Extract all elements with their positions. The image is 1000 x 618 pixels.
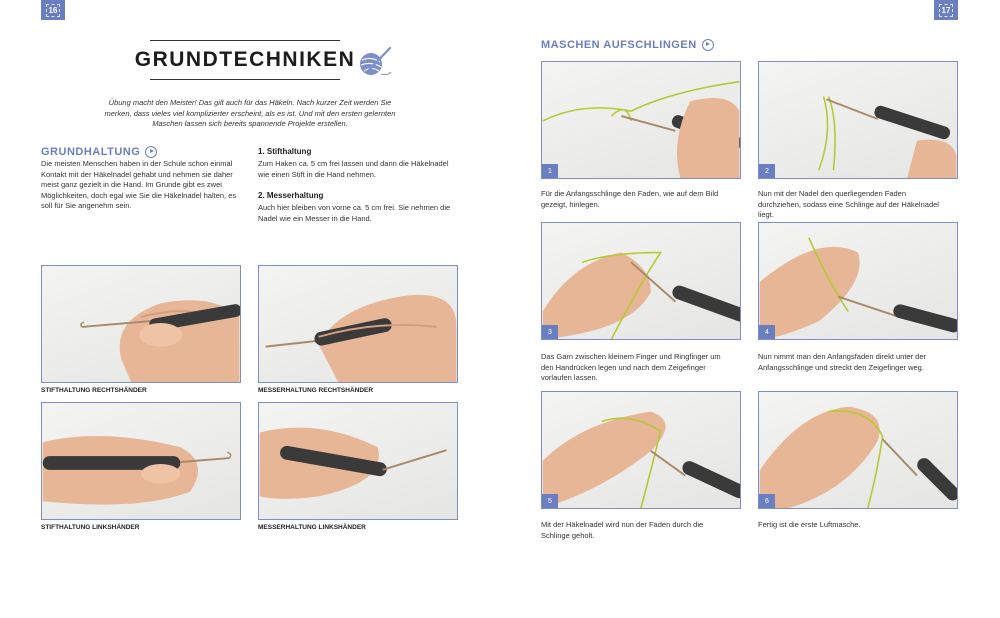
play-icon[interactable] [702,39,714,51]
section-text: Die meisten Menschen haben in der Schule schon einmal Kontakt mit der Häkelnadel gehabt und nehmen sie daher meist ganz gezielt in die Hand. Im Grunde gibt es zwei Möglichkeiten, doch egal wie Sie die Häkelnadel halten, es soll für Sie angenehm sein. [41,159,237,210]
step-photo-4 [758,222,958,340]
intro-text: Übung macht den Meister! Das gilt auch für das Häkeln. Nach kurzer Zeit werden Sie merken, dass vieles viel komplizierter erscheint, als es ist. Und mit den ersten gelernten Maschen lassen sich bereits spannende Projekte erstellen. [104,98,396,128]
photo-caption: STIFTHALTUNG RECHTSHÄNDER [41,387,147,394]
photo-caption: MESSERHALTUNG LINKSHÄNDER [258,524,366,531]
yarn-hand-image [542,223,740,339]
step-number-badge: 1 [542,164,558,178]
step-text-3: Das Garn zwischen kleinem Finger und Ringfinger um den Handrücken legen und nach dem Zeigefinger vorlaufen lassen. [541,352,721,382]
photo-stifthaltung-rechts [41,265,241,383]
yarn-hand-image [759,62,957,178]
step-text-1: Für die Anfangsschlinge den Faden, wie auf dem Bild gezeigt, hinlegen. [541,189,719,209]
yarn-hand-image [759,392,957,508]
step-number-badge: 3 [542,325,558,339]
yarn-hand-image [759,223,957,339]
section-heading-text: GRUNDHALTUNG [41,146,141,158]
yarn-ball-icon [357,44,393,78]
method1-heading: 1. Stifthaltung [258,147,312,156]
photo-messerhaltung-rechts [258,265,458,383]
hand-hook-image [42,403,240,519]
step-photo-5 [541,391,741,509]
photo-messerhaltung-links [258,402,458,520]
yarn-hand-image [542,392,740,508]
photo-caption: MESSERHALTUNG RECHTSHÄNDER [258,387,374,394]
hand-hook-image [42,266,240,382]
yarn-hand-image [542,62,740,178]
page-number-left: 16 [41,0,65,20]
step-photo-6 [758,391,958,509]
step-photo-3 [541,222,741,340]
step-text-4: Nun nimmt man den Anfangsfaden direkt unter der Anfangsschlinge und streckt den Zeigefinger weg. [758,352,927,372]
step-number-badge: 2 [759,164,775,178]
step-photo-2 [758,61,958,179]
method2-heading: 2. Messerhaltung [258,191,324,200]
step-text-5: Mit der Häkelnadel wird nun der Faden durch die Schlinge geholt. [541,520,704,540]
section-heading-grundhaltung [41,146,157,158]
section-heading-text: MASCHEN AUFSCHLINGEN [541,39,697,51]
step-text-2: Nun mit der Nadel den querliegenden Faden durchziehen, sodass eine Schlinge auf der Häkelnadel liegt. [758,189,939,219]
step-number-badge: 5 [542,494,558,508]
hand-hook-image [259,403,457,519]
page-number-right: 17 [934,0,958,20]
photo-stifthaltung-links [41,402,241,520]
method1-text: Zum Haken ca. 5 cm frei lassen und dann die Häkelnadel wie einen Stift in die Hand nehmen. [258,159,449,179]
hand-hook-image [259,266,457,382]
step-text-6: Fertig ist die erste Luftmasche. [758,520,861,529]
page-title [134,40,356,80]
page-title-text: GRUNDTECHNIKEN [134,48,356,71]
play-icon[interactable] [145,146,157,158]
photo-caption: STIFTHALTUNG LINKSHÄNDER [41,524,140,531]
method2-text: Auch hier bleiben von vorne ca. 5 cm frei. Sie nehmen die Nadel wie ein Messer in die Hand. [258,203,451,223]
section-heading-maschen [541,39,714,51]
step-number-badge: 4 [759,325,775,339]
step-number-badge: 6 [759,494,775,508]
step-photo-1 [541,61,741,179]
